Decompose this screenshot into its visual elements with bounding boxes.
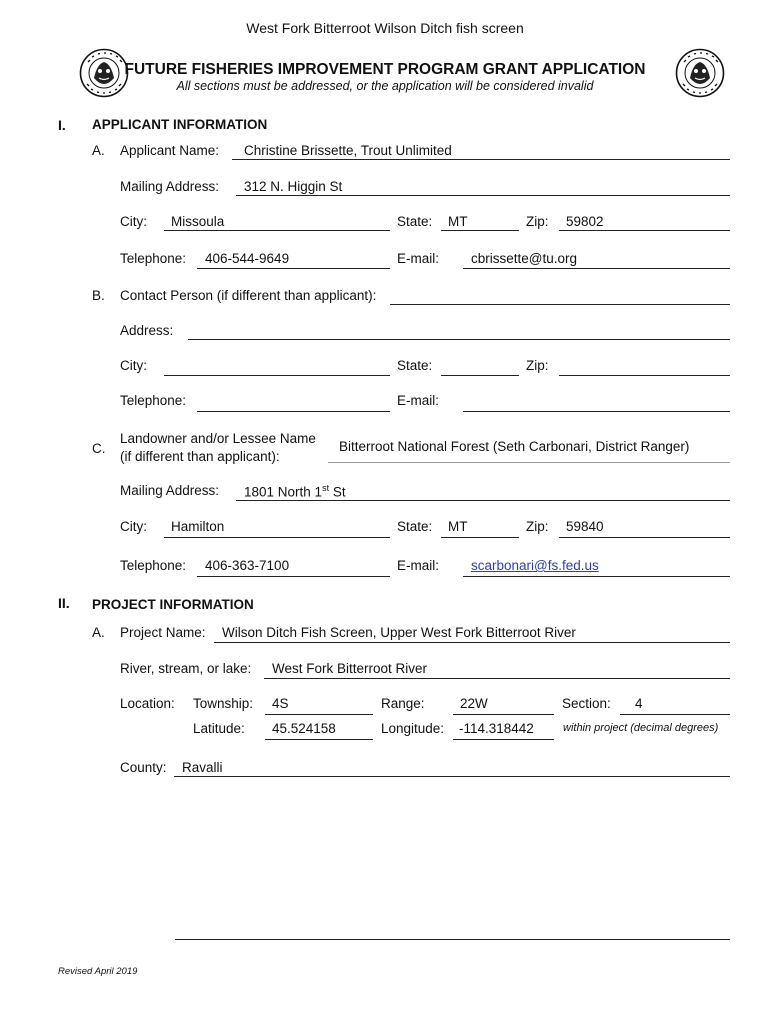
section-2-number: II.: [58, 595, 70, 611]
telephone-value: 406-544-9649: [205, 251, 290, 266]
landowner-mailing-value: 1801 North 1st St: [244, 483, 346, 500]
zip-label: Zip:: [526, 214, 549, 229]
section-label: Section:: [562, 696, 611, 711]
latitude-underline: [265, 739, 373, 740]
applicant-name-underline: [232, 159, 730, 160]
township-label: Township:: [193, 696, 254, 711]
contact-email-label: E-mail:: [397, 393, 440, 408]
contact-city-label: City:: [120, 358, 147, 373]
longitude-underline: [453, 739, 554, 740]
landowner-telephone-label: Telephone:: [120, 558, 187, 573]
item-a-letter: A.: [92, 143, 105, 158]
latitude-label: Latitude:: [193, 721, 245, 736]
landowner-city-underline: [164, 537, 390, 538]
telephone-underline: [197, 268, 390, 269]
contact-state-label: State:: [397, 358, 433, 373]
email-label: E-mail:: [397, 251, 440, 266]
location-label: Location:: [120, 696, 175, 711]
item-b-letter: B.: [92, 288, 105, 303]
landowner-underline: [328, 462, 730, 463]
landowner-zip-label: Zip:: [526, 519, 549, 534]
contact-state-field[interactable]: [441, 375, 519, 376]
project-name-label: Project Name:: [120, 625, 206, 640]
city-label: City:: [120, 214, 147, 229]
mailing-address-value: 312 N. Higgin St: [244, 179, 343, 194]
landowner-label-line1: Landowner and/or Lessee Name: [120, 431, 316, 446]
river-underline: [264, 678, 730, 679]
section-2-title: PROJECT INFORMATION: [92, 597, 254, 612]
range-underline: [453, 714, 554, 715]
river-label: River, stream, or lake:: [120, 661, 252, 676]
applicant-name-value: Christine Brissette, Trout Unlimited: [244, 143, 452, 158]
email-value: cbrissette@tu.org: [471, 251, 577, 266]
form-main-title: FUTURE FISHERIES IMPROVEMENT PROGRAM GRANT APPLICATION: [124, 61, 646, 78]
mailing-address-underline: [236, 195, 730, 196]
zip-value: 59802: [566, 214, 604, 229]
bottom-rule: [175, 939, 730, 940]
state-value: MT: [448, 214, 468, 229]
landowner-value: Bitterroot National Forest (Seth Carbonari, District Ranger): [339, 439, 690, 454]
contact-address-field[interactable]: [188, 339, 730, 340]
telephone-label: Telephone:: [120, 251, 187, 266]
township-underline: [265, 714, 373, 715]
contact-zip-label: Zip:: [526, 358, 549, 373]
longitude-value: -114.318442: [459, 721, 534, 736]
landowner-zip-underline: [559, 537, 730, 538]
county-underline: [174, 776, 730, 777]
document-top-title: West Fork Bitterroot Wilson Ditch fish screen: [246, 20, 524, 36]
township-value: 4S: [272, 696, 289, 711]
project-name-value: Wilson Ditch Fish Screen, Upper West Fork Bitterroot River: [222, 625, 576, 640]
section-1-title: APPLICANT INFORMATION: [92, 117, 268, 132]
contact-city-field[interactable]: [164, 375, 390, 376]
item-c-letter: C.: [92, 441, 106, 456]
landowner-email-label: E-mail:: [397, 558, 440, 573]
landowner-label-line2: (if different than applicant):: [120, 449, 280, 464]
landowner-state-value: MT: [448, 519, 468, 534]
state-underline: [441, 230, 519, 231]
form-subtitle: All sections must be addressed, or the application will be considered invalid: [176, 79, 594, 93]
landowner-telephone-underline: [197, 576, 390, 577]
landowner-city-label: City:: [120, 519, 147, 534]
mailing-address-label: Mailing Address:: [120, 179, 220, 194]
zip-underline: [559, 230, 730, 231]
section-1-number: I.: [58, 117, 66, 133]
email-underline: [463, 268, 730, 269]
landowner-email-underline: [463, 576, 730, 577]
contact-person-label: Contact Person (if different than applicant):: [120, 288, 377, 303]
contact-person-field[interactable]: [390, 304, 730, 305]
landowner-state-underline: [441, 537, 519, 538]
city-underline: [164, 230, 390, 231]
river-value: West Fork Bitterroot River: [272, 661, 428, 676]
contact-email-field[interactable]: [463, 411, 730, 412]
range-value: 22W: [460, 696, 488, 711]
latitude-value: 45.524158: [272, 721, 336, 736]
contact-zip-field[interactable]: [559, 375, 730, 376]
coordinates-note: within project (decimal degrees): [563, 722, 719, 734]
section-value: 4: [635, 696, 643, 711]
revision-note: Revised April 2019: [58, 966, 138, 977]
section-underline: [620, 714, 730, 715]
county-label: County:: [120, 760, 167, 775]
item-2a-letter: A.: [92, 625, 105, 640]
landowner-mailing-underline: [236, 500, 730, 501]
applicant-name-label: Applicant Name:: [120, 143, 220, 158]
contact-address-label: Address:: [120, 323, 174, 338]
landowner-city-value: Hamilton: [171, 519, 225, 534]
landowner-zip-value: 59840: [566, 519, 604, 534]
city-value: Missoula: [171, 214, 225, 229]
landowner-mailing-label: Mailing Address:: [120, 483, 220, 498]
contact-telephone-label: Telephone:: [120, 393, 187, 408]
longitude-label: Longitude:: [381, 721, 445, 736]
state-label: State:: [397, 214, 433, 229]
range-label: Range:: [381, 696, 425, 711]
landowner-email-link[interactable]: scarbonari@fs.fed.us: [471, 558, 599, 573]
project-name-underline: [214, 642, 730, 643]
landowner-telephone-value: 406-363-7100: [205, 558, 290, 573]
landowner-state-label: State:: [397, 519, 433, 534]
county-value: Ravalli: [182, 760, 223, 775]
contact-telephone-field[interactable]: [197, 411, 390, 412]
